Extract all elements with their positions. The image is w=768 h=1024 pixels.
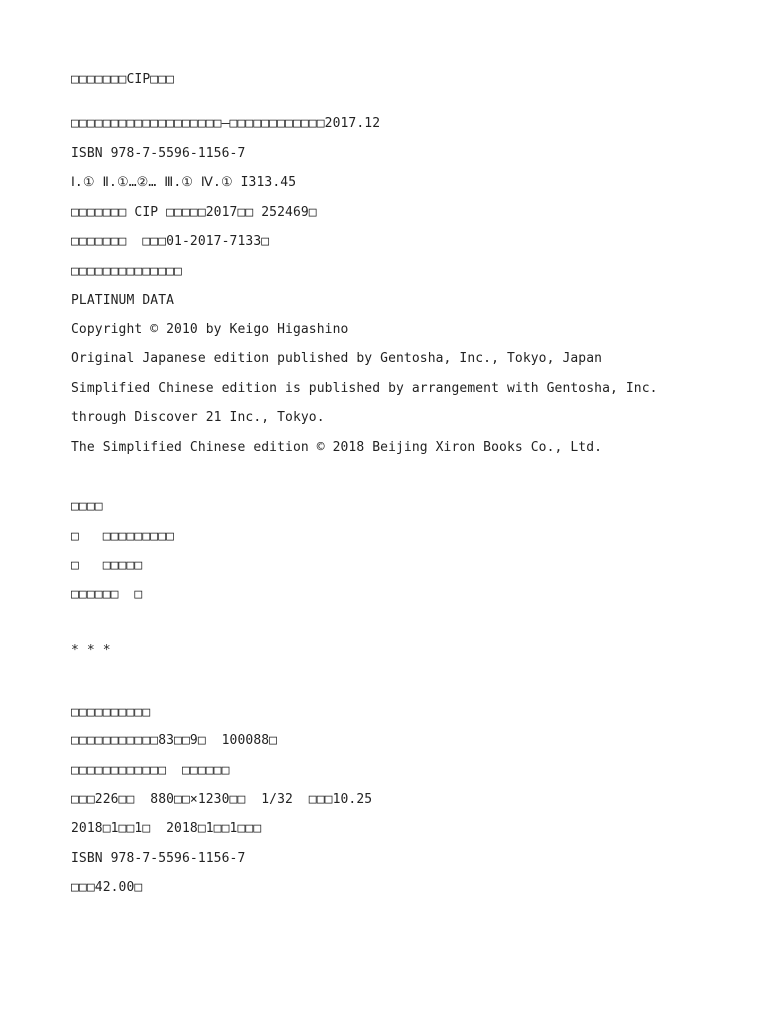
original-title: PLATINUM DATA xyxy=(71,293,175,308)
credit-line: □ □□□□□ xyxy=(71,558,143,573)
section-separator: * * * xyxy=(71,643,111,658)
agency-line: through Discover 21 Inc., Tokyo. xyxy=(71,410,325,425)
credit-line: □□□□□□ □ xyxy=(71,587,143,602)
arrangement-line: Simplified Chinese edition is published by arrangement with Gentosha, Inc. xyxy=(71,381,658,396)
printer-line: □□□□□□□□□□□□ □□□□□□ xyxy=(71,763,230,778)
format-line: □□□226□□ 880□□×1230□□ 1/32 □□□10.25 xyxy=(71,792,373,807)
cip-contract-number: □□□□□□□ □□□01-2017-7133□ xyxy=(71,234,270,249)
cip-title-line: □□□□□□□□□□□□□□□□□□□—□□□□□□□□□□□□2017.12 xyxy=(71,116,381,131)
chinese-edition-line: The Simplified Chinese edition © 2018 Beijing Xiron Books Co., Ltd. xyxy=(71,440,603,455)
credit-line: □ □□□□□□□□□ xyxy=(71,529,175,544)
publisher-address: □□□□□□□□□□□83□□9□ 100088□ xyxy=(71,733,278,748)
cip-isbn: ISBN 978-7-5596-1156-7 xyxy=(71,146,246,161)
edition-date-line: 2018□1□□1□ 2018□1□□1□□□ xyxy=(71,821,262,836)
cip-data-number: □□□□□□□ CIP □□□□□2017□□ 252469□ xyxy=(71,205,317,220)
publication-heading: □□□□□□□□□□ xyxy=(71,705,151,720)
cip-classification: Ⅰ.① Ⅱ.①…②… Ⅲ.① Ⅳ.① I313.45 xyxy=(71,175,297,190)
original-edition-line: Original Japanese edition published by Gentosha, Inc., Tokyo, Japan xyxy=(71,351,603,366)
isbn-line: ISBN 978-7-5596-1156-7 xyxy=(71,851,246,866)
copyright-line: Copyright © 2010 by Keigo Higashino xyxy=(71,322,349,337)
cip-note: □□□□□□□□□□□□□□ xyxy=(71,264,182,279)
price-line: □□□42.00□ xyxy=(71,880,143,895)
cip-heading: □□□□□□□CIP□□□ xyxy=(71,72,175,87)
credits-heading: □□□□ xyxy=(71,499,103,514)
